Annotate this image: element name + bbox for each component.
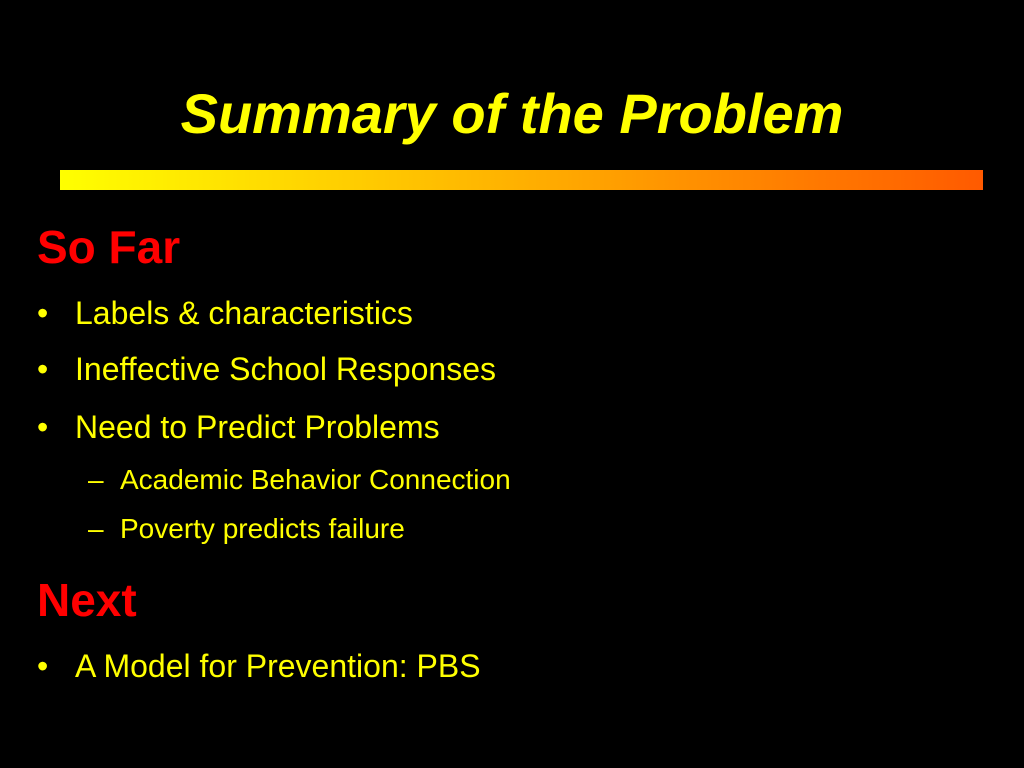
bullet-item [37,297,413,329]
bullet-text: Ineffective School Responses [75,351,496,387]
section-heading-next: Next [37,574,137,626]
sub-bullet-text: Academic Behavior Connection [120,464,511,495]
sub-bullet-text: Poverty predicts failure [120,513,405,544]
title-underline-bar [60,170,983,190]
bullet-marker: • [37,409,49,445]
bullet-marker: • [37,351,49,387]
sub-bullet-marker: – [88,513,104,544]
bullet-text: Labels & characteristics [75,295,413,331]
bullet-marker: • [37,648,49,684]
section-heading-so-far: So Far [37,221,181,273]
slide-title: Summary of the Problem [180,82,844,145]
bullet-item [37,411,440,443]
bullet-marker: • [37,295,49,331]
bullet-item [37,650,481,682]
bullet-item [37,353,496,385]
sub-bullet-item [88,515,405,543]
sub-bullet-marker: – [88,464,104,495]
bullet-text: Need to Predict Problems [75,409,440,445]
bullet-text: A Model for Prevention: PBS [75,648,481,684]
sub-bullet-item [88,466,511,494]
